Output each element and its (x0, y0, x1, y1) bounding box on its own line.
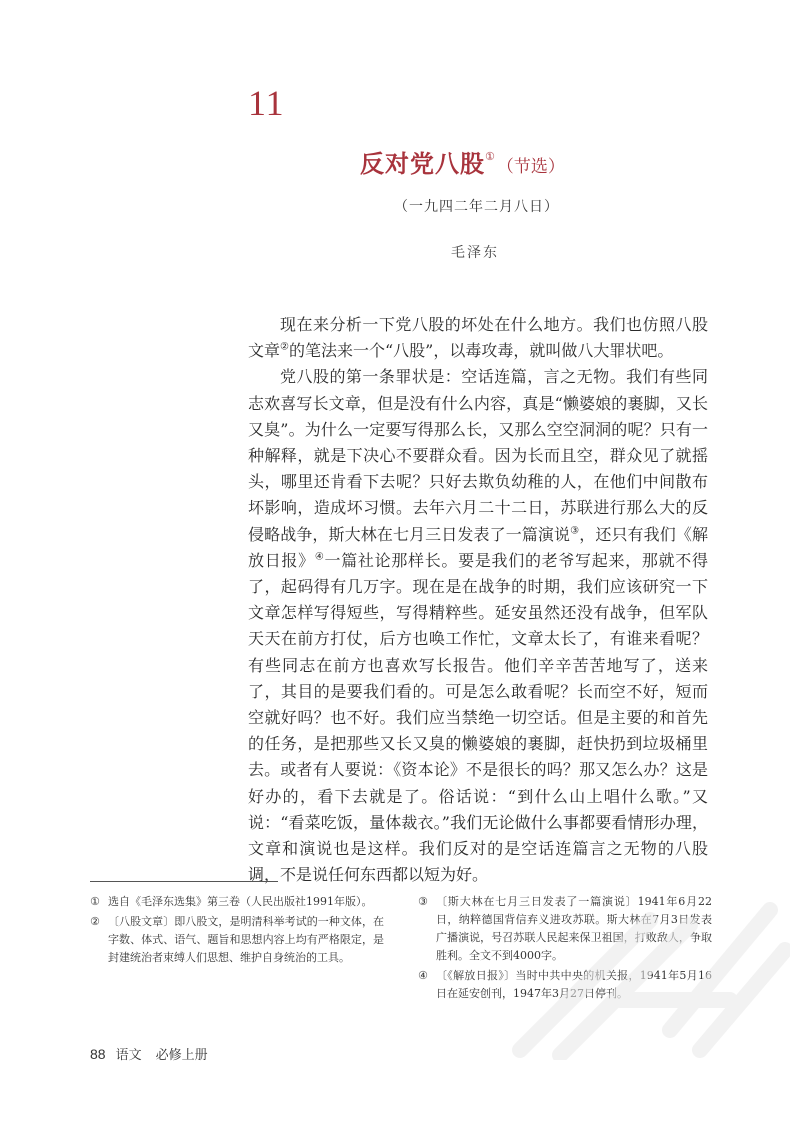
footnotes-right-column (418, 893, 712, 1005)
title-footnote-mark[interactable]: ① (485, 150, 495, 163)
footnote (418, 967, 712, 1003)
footnotes-left-column (90, 893, 384, 969)
footnote-text: 〔八股文章〕即八股文，是明清科举考试的一种文体，在字数、体式、语气、题旨和思想内容上均有严格限定，是封建统治者束缚人们思想、维护自身统治的工具。 (108, 915, 384, 964)
title-block (360, 144, 565, 179)
footnote-mark: ① (90, 895, 100, 908)
subject-label: 语文 (115, 1048, 142, 1063)
footnote-reference[interactable]: ④ (314, 551, 325, 563)
footnote (418, 893, 712, 965)
footnote-text: 选自《毛泽东选集》第三卷（人民出版社1991年版）。 (108, 895, 373, 908)
footnote-reference[interactable]: ② (280, 341, 289, 353)
paragraph-text: 的笔法来一个“八股”，以毒攻毒，就叫做八大罪状吧。 (288, 341, 674, 361)
footnote-mark: ④ (418, 969, 428, 982)
footnote-mark: ③ (418, 895, 428, 908)
paragraph-text: 现在来分析一下党八股的坏处在什么地方。我们也仿照八股文章 (248, 315, 708, 361)
lesson-date: （一九四二年二月八日） (394, 199, 559, 215)
footnote-reference[interactable]: ③ (570, 525, 580, 537)
book-label: 必修上册 (155, 1048, 208, 1063)
paragraph-text: 一篇社论那样长。要是我们的老爷写起来，那就不得了，起码得有几万字。现在是在战争的时期，我们应该研究一下文章怎样写得短些，写得精粹些。延安虽然还没有战争，但军队天天在前方打仗，后方也唤工作忙，文章太长了，有谁来看呢？有些同志在前方也喜欢写长报告。他们辛辛苦苦地写了，送来了，其目的是要我们看的。可是怎么敢看呢？长而空不好，短而空就好吗？也不好。我们应当禁绝一切空话。但是主要的和首先的任务，是把那些又长又臭的懒婆娘的裹脚，赶快扔到垃圾桶里去。或者有人要说：《资本论》不是很长的吗？那又怎么办？这是好办的，看下去就是了。俗话说：“到什么山上唱什么歌。”又说：“看菜吃饭，量体裁衣。”我们无论做什么事都要看情形办理，文章和演说也是这样。我们反对的是空话连篇言之无物的八股调，不是说任何东西都以短为好。 (248, 550, 708, 885)
footnote-text: 〔斯大林在七月三日发表了一篇演说〕1941年6月22日，纳粹德国背信弃义进攻苏联。斯大林在7月3日发表广播演说，号召苏联人民起来保卫祖国，打败敌人，争取胜利。全文不到4000字。 (436, 895, 712, 962)
lesson-title: 反对党八股 (360, 150, 485, 178)
paragraph-text: ，还只有我们《解放日报》 (248, 524, 708, 570)
footnote-divider (90, 881, 278, 882)
footnote (90, 893, 384, 911)
lesson-number: 11 (248, 83, 285, 123)
body-text (248, 312, 708, 888)
page-footer (90, 1044, 208, 1063)
body-paragraph (248, 364, 708, 888)
footnote-mark: ② (90, 915, 100, 928)
lesson-title-suffix: （节选） (496, 157, 565, 177)
lesson-author: 毛泽东 (451, 245, 499, 261)
body-paragraph (248, 312, 708, 364)
page-number: 88 (90, 1046, 106, 1062)
footnote (90, 913, 384, 967)
paragraph-text: 党八股的第一条罪状是：空话连篇，言之无物。我们有些同志欢喜写长文章，但是没有什么内容，真是“懒婆娘的裹脚，又长又臭”。为什么一定要写得那么长，又那么空空洞洞的呢？只有一种解释，就是下决心不要群众看。因为长而且空，群众见了就摇头，哪里还肯看下去呢？只好去欺负幼稚的人，在他们中间散布坏影响，造成坏习惯。去年六月二十二日，苏联进行那么大的反侵略战争，斯大林在七月三日发表了一篇演说 (248, 367, 708, 544)
footnote-text: 〔《解放日报》〕当时中共中央的机关报，1941年5月16日在延安创刊，1947年3月27日停刊。 (436, 969, 712, 1000)
